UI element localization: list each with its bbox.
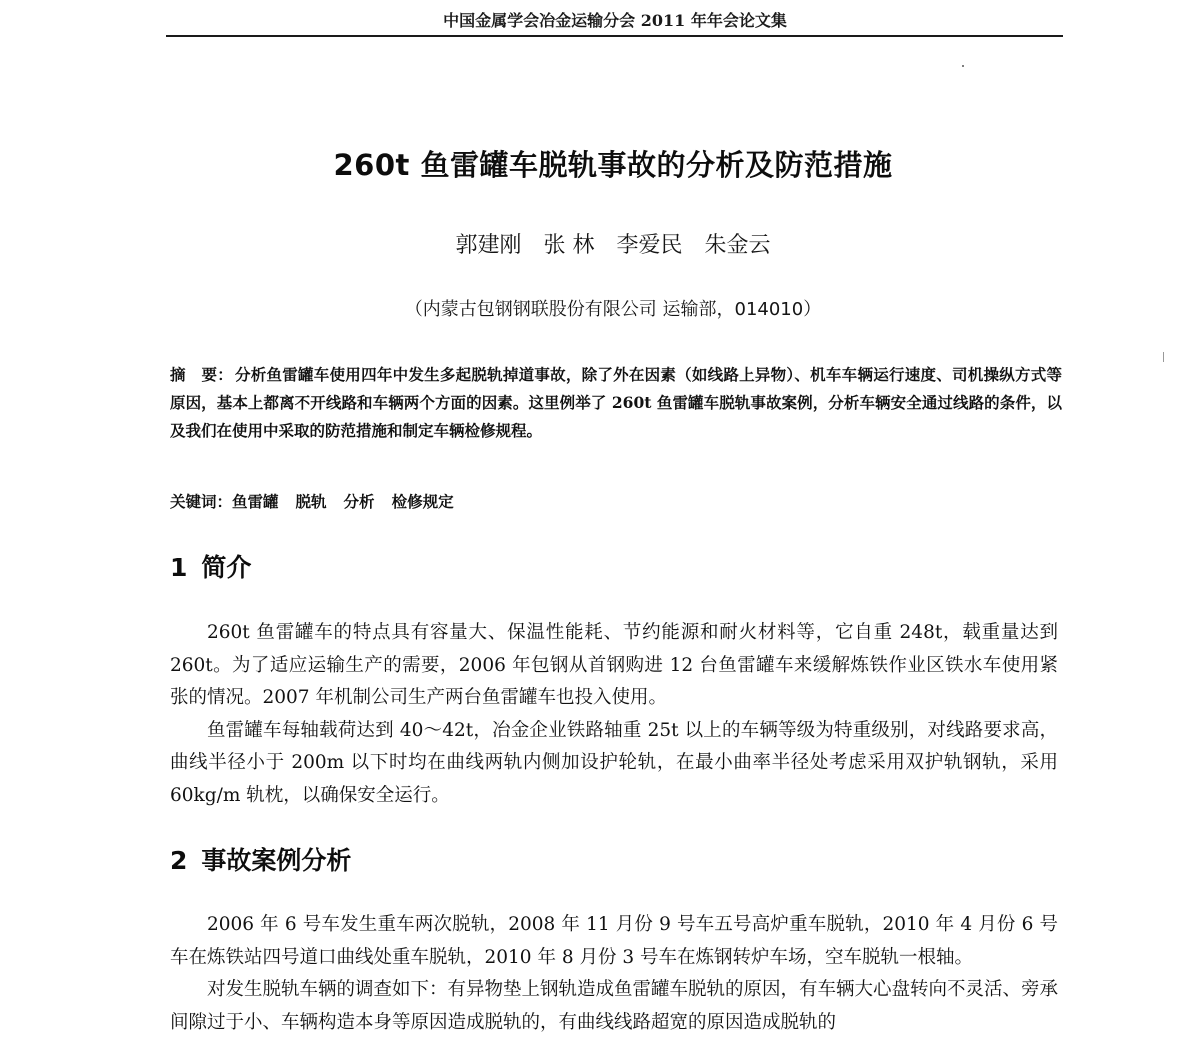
section-number: 2 bbox=[170, 846, 188, 875]
header-rule bbox=[166, 35, 1063, 37]
section-number: 1 bbox=[170, 553, 188, 582]
section-heading-1 bbox=[170, 548, 251, 584]
author: 李爱民 bbox=[616, 233, 683, 258]
abstract-text: 分析鱼雷罐车使用四年中发生多起脱轨掉道事故，除了外在因素（如线路上异物）、机车车辆运行速度、司机操纵方式等原因，基本上都离不开线路和车辆两个方面的因素。这里例举了 260t 鱼雷罐车脱轨事故案例，分析车辆安全通过线路的条件，以及我们在使用中采取的防范措施和制定车辆检修规程。 bbox=[170, 365, 1062, 440]
author: 张 林 bbox=[543, 233, 595, 258]
abstract-label: 摘 要： bbox=[170, 366, 234, 384]
running-header: 中国金属学会冶金运输分会 2011 年年会论文集 bbox=[443, 11, 787, 30]
author: 朱金云 bbox=[704, 233, 771, 258]
paper-title: 260t 鱼雷罐车脱轨事故的分析及防范措施 bbox=[333, 148, 893, 182]
keyword: 分析 bbox=[343, 492, 375, 511]
section-title: 事故案例分析 bbox=[201, 846, 352, 875]
paragraph: 鱼雷罐车每轴载荷达到 40～42t，冶金企业铁路轴重 25t 以上的车辆等级为特重级别，对线路要求高，曲线半径小于 200m 以下时均在曲线两轨内侧加设护轮轨，在最小曲率半径处考虑采用双护轨钢轨，采用 60kg/m 轨枕，以确保安全运行。 bbox=[170, 719, 1058, 806]
keywords bbox=[170, 490, 471, 512]
keyword: 鱼雷罐 bbox=[232, 492, 279, 511]
paragraph: 对发生脱轨车辆的调查如下：有异物垫上钢轨造成鱼雷罐车脱轨的原因，有车辆大心盘转向不灵活、旁承间隙过于小、车辆构造本身等原因造成脱轨的，有曲线线路超宽的原因造成脱轨的 bbox=[170, 979, 1059, 1033]
paragraph: 2006 年 6 号车发生重车两次脱轨，2008 年 11 月份 9 号车五号高炉重车脱轨，2010 年 4 月份 6 号车在炼铁站四号道口曲线处重车脱轨，2010 年 8 月份 3 号车在炼钢转炉车场，空车脱轨一根轴。 bbox=[170, 914, 1058, 968]
abstract bbox=[170, 361, 1062, 445]
keywords-label: 关键词： bbox=[170, 493, 233, 511]
author-list bbox=[160, 228, 1066, 259]
paragraph: 260t 鱼雷罐车的特点具有容量大、保温性能耗、节约能源和耐火材料等，它自重 248t，载重量达到 260t。为了适应运输生产的需要，2006 年包钢从首钢购进 12 台鱼雷罐车来缓解炼铁作业区铁水车使用紧张的情况。2007 年机制公司生产两台鱼雷罐车也投入使用。 bbox=[170, 622, 1058, 708]
keyword: 脱轨 bbox=[295, 492, 327, 511]
section-2-body bbox=[170, 909, 1058, 1039]
affiliation: （内蒙古包钢钢联股份有限公司 运输部，014010） bbox=[404, 299, 822, 320]
section-title: 简介 bbox=[201, 553, 252, 582]
scan-artifact bbox=[1163, 352, 1164, 362]
keyword: 检修规定 bbox=[391, 492, 454, 511]
scan-artifact bbox=[962, 65, 964, 67]
section-heading-2 bbox=[170, 841, 351, 877]
author: 郭建刚 bbox=[455, 233, 522, 258]
section-1-body bbox=[170, 617, 1058, 812]
